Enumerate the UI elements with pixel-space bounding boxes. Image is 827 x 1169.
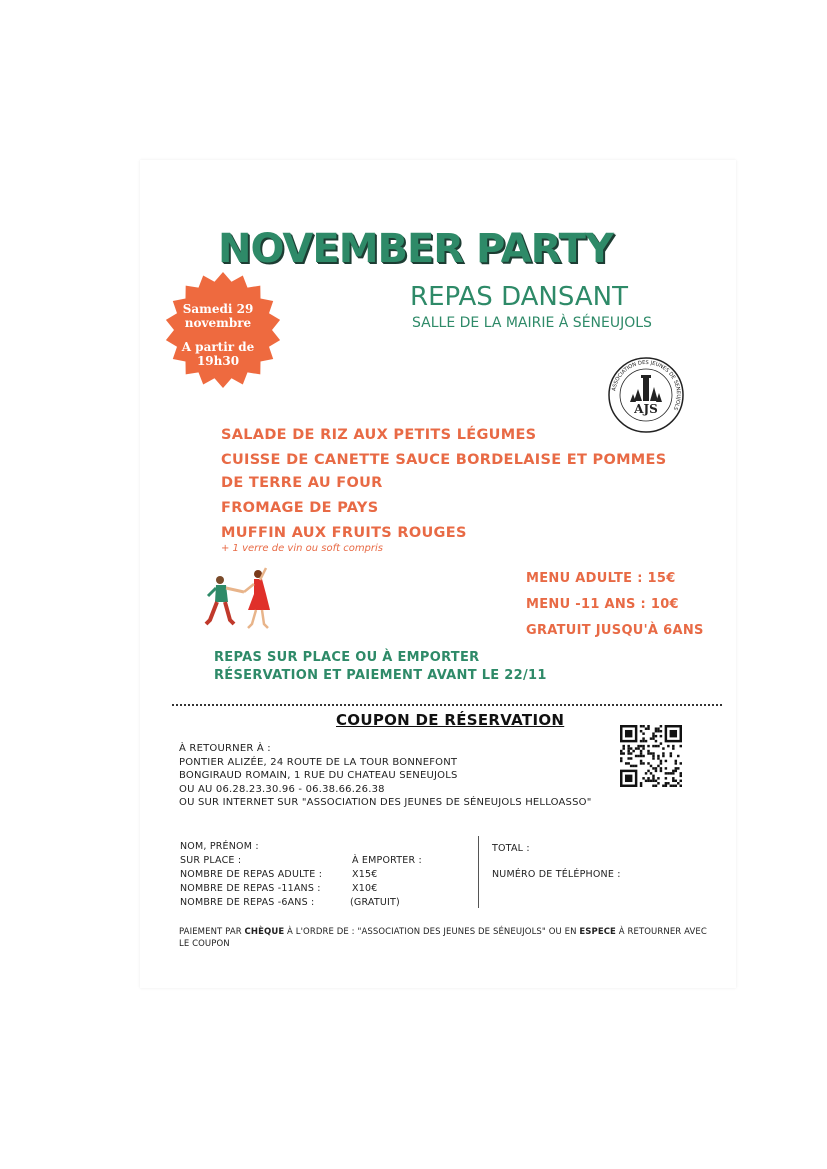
info-line1: REPAS SUR PLACE OU À EMPORTER [214, 650, 480, 665]
cut-line [172, 704, 722, 706]
association-logo [606, 355, 686, 435]
info-line2: RÉSERVATION ET PAIEMENT AVANT LE 22/11 [214, 668, 547, 683]
event-location: SALLE DE LA MAIRIE À SÉNEUJOLS [412, 315, 652, 331]
form-name-label: NOM, PRÉNOM : [180, 841, 259, 852]
return-line: À RETOURNER À : [179, 743, 271, 754]
event-title: NOVEMBER PARTY [218, 226, 613, 272]
return-line: BONGIRAUD ROMAIN, 1 RUE DU CHATEAU SENEUJOLS [179, 770, 458, 781]
menu-item: SALADE DE RIZ AUX PETITS LÉGUMES [221, 427, 537, 443]
coupon-return-info [179, 742, 592, 810]
badge-time-line1: A partir de [181, 340, 255, 354]
menu-item: MUFFIN AUX FRUITS ROUGES [221, 525, 467, 541]
dancing-couple-icon [198, 566, 278, 636]
footer-part2: À L'ORDRE DE : "ASSOCIATION DES JEUNES DE SÉNEUJOLS" OU EN [284, 927, 580, 937]
footer-cheque: CHÈQUE [244, 927, 285, 937]
return-line: OU AU 06.28.23.30.96 - 06.38.66.26.38 [179, 783, 385, 795]
form-baby-price: (GRATUIT) [350, 897, 400, 908]
badge-date-line1: Samedi 29 [182, 302, 254, 316]
badge-date-line2: novembre [184, 316, 252, 330]
form-phone-label: NUMÉRO DE TÉLÉPHONE : [492, 869, 621, 880]
logo-text: AJS [634, 402, 658, 416]
form-baby-count-label: NOMBRE DE REPAS -6ANS : [180, 897, 315, 908]
badge-time-line2: 19h30 [196, 354, 240, 368]
form-adult-count-label: NOMBRE DE REPAS ADULTE : [180, 869, 323, 880]
payment-footer [179, 926, 719, 950]
menu-note: + 1 verre de vin ou soft compris [221, 543, 384, 554]
footer-part3: À RETOURNER AVEC LE COUPON [179, 927, 707, 949]
form-divider [478, 836, 479, 908]
price-adult: MENU ADULTE : 15€ [526, 571, 676, 586]
footer-espece: ESPECE [579, 927, 616, 937]
return-line: OU SUR INTERNET SUR "ASSOCIATION DES JEUNES DE SÉNEUJOLS HELLOASSO" [179, 797, 592, 808]
logo-ring-text: ASSOCIATION DES JEUNES DE SENEUJOLS [611, 359, 682, 411]
form-adult-price: X15€ [352, 869, 378, 880]
price-free: GRATUIT JUSQU'À 6ANS [526, 623, 704, 638]
tower-trees-icon [630, 375, 662, 402]
form-child-price: X10€ [352, 883, 378, 894]
price-list [526, 566, 704, 644]
price-child: MENU -11 ANS : 10€ [526, 597, 679, 612]
menu-list [221, 424, 691, 554]
menu-item: FROMAGE DE PAYS [221, 500, 379, 516]
return-line: PONTIER ALIZÉE, 24 ROUTE DE LA TOUR BONNEFONT [179, 756, 458, 768]
form-total-label: TOTAL : [492, 843, 530, 854]
coupon-title: COUPON DE RÉSERVATION [336, 711, 565, 729]
menu-item: CUISSE DE CANETTE SAUCE BORDELAISE ET POMMES DE TERRE AU FOUR [221, 452, 667, 491]
footer-part1: PAIEMENT PAR [179, 927, 245, 937]
date-badge-text [163, 302, 273, 368]
form-child-count-label: NOMBRE DE REPAS -11ANS : [180, 883, 321, 894]
form-emporter-label: À EMPORTER : [352, 855, 422, 866]
reservation-info [214, 649, 547, 685]
event-subtitle: REPAS DANSANT [410, 282, 628, 312]
form-sur-place-label: SUR PLACE : [180, 855, 242, 866]
qr-code-icon[interactable] [620, 725, 682, 787]
